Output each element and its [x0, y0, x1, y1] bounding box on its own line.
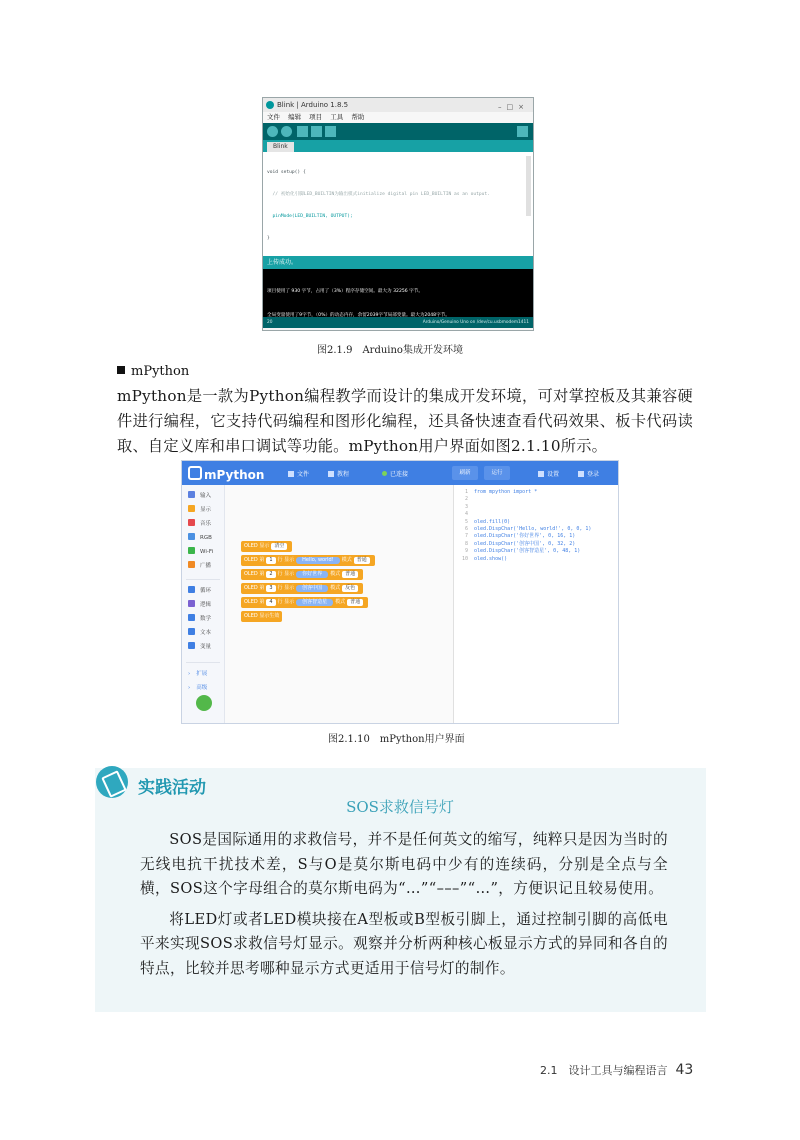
- block-label: 模式: [335, 599, 346, 605]
- logic-icon: [188, 600, 195, 607]
- top-file[interactable]: [288, 469, 309, 478]
- menu-project[interactable]: 项目: [309, 113, 323, 121]
- category-label: 音乐: [200, 521, 212, 527]
- block-label: 模式: [330, 571, 341, 577]
- save-icon[interactable]: [325, 126, 336, 137]
- line-number: 1: [464, 489, 468, 495]
- top-login-label: 登录: [587, 471, 600, 478]
- mpython-brand: [188, 465, 264, 482]
- activity-body: [140, 828, 668, 987]
- activity-subtitle: SOS求救信号灯: [346, 798, 454, 816]
- extension-label: 扩展: [196, 671, 208, 677]
- category-display[interactable]: [182, 503, 224, 517]
- menu-file[interactable]: 文件: [267, 113, 280, 121]
- open-icon[interactable]: [311, 126, 322, 137]
- line-number: 5: [464, 518, 468, 525]
- category-label: 广播: [200, 563, 212, 569]
- python-line: oled.DispChar('创客中国', 0, 32, 2): [474, 540, 576, 547]
- status-board: Arduino/Genuino Uno on /dev/cu.usbmodem1411: [422, 320, 529, 325]
- page-number: 43: [675, 1062, 694, 1078]
- category-label: 显示: [200, 507, 212, 513]
- block-category-sidebar: [182, 485, 225, 723]
- arduino-message-bar: 上传成功。: [263, 256, 533, 269]
- tab-blink[interactable]: Blink: [267, 142, 294, 152]
- line-number: 9: [464, 548, 468, 555]
- menu-tools[interactable]: 工具: [330, 113, 344, 121]
- category-label: Wi-Fi: [200, 549, 214, 555]
- menu-help[interactable]: 帮助: [351, 113, 365, 121]
- arduino-screenshot: [262, 97, 534, 331]
- block-mode[interactable]: 普通: [342, 571, 358, 578]
- mpython-screenshot: [181, 460, 619, 724]
- python-line: oled.fill(0): [474, 518, 511, 525]
- serial-monitor-icon[interactable]: [517, 126, 528, 137]
- block-label: OLED 第: [244, 571, 265, 577]
- category-label: 输入: [200, 493, 212, 499]
- block-label: 模式: [330, 585, 341, 591]
- block-mode[interactable]: 反色: [342, 585, 358, 592]
- new-icon[interactable]: [297, 126, 308, 137]
- python-code-panel[interactable]: [453, 485, 619, 723]
- loop-icon: [188, 586, 195, 593]
- python-line: oled.DispChar('Hello, world!', 0, 0, 1): [474, 526, 592, 533]
- paragraph-text: mPython是一款为Python编程教学而设计的集成开发环境，可对掌控板及其兼容硬件进行编程，它支持代码编程和图形化编程，还具备快速查看代码效果、板卡代码读取、自定义库和串口调试等功能。mPython用户界面如图2.1.10所示。: [117, 387, 693, 455]
- editor-scrollbar[interactable]: [526, 156, 531, 216]
- block-label: OLED 第: [244, 599, 265, 605]
- block-text[interactable]: 创客中国: [296, 585, 328, 592]
- line-number: 10: [461, 555, 468, 562]
- figure-caption-2-1-9: 图2.1.9 Arduino集成开发环境: [317, 345, 463, 356]
- block-oled-row-4[interactable]: [241, 597, 368, 608]
- menu-edit[interactable]: 编辑: [288, 113, 302, 121]
- arduino-window-title: Blink | Arduino 1.8.5: [277, 101, 349, 109]
- block-line-number[interactable]: 2: [266, 571, 275, 578]
- mpython-top-bar: [182, 461, 618, 485]
- mpython-paragraph: [117, 384, 693, 459]
- window-controls-icon: –□×: [498, 103, 529, 111]
- code-line: // 初始化引脚LED_BUILTIN为输出模式initialize digital pin LED_BUILTIN as an output.: [267, 192, 490, 198]
- python-line: [474, 511, 591, 518]
- square-bullet-icon: [117, 366, 125, 374]
- category-label: 数学: [200, 616, 212, 622]
- connected-dot-icon: [382, 471, 387, 476]
- advanced-label: 高级: [196, 685, 208, 691]
- block-oled-row-1[interactable]: [241, 555, 375, 566]
- code-line: pinMode(LED_BUILTIN, OUTPUT);: [267, 214, 353, 220]
- category-input[interactable]: [182, 489, 224, 503]
- block-workspace[interactable]: [225, 485, 453, 723]
- display-icon: [188, 505, 195, 512]
- category-label: 文本: [200, 630, 212, 636]
- block-oled-show[interactable]: [241, 611, 282, 622]
- category-logic[interactable]: [182, 598, 224, 612]
- block-label: 行 显示: [277, 557, 295, 563]
- run-button[interactable]: 运行: [484, 466, 510, 480]
- extension-button[interactable]: [182, 667, 224, 681]
- top-connected-label: 已连接: [390, 471, 409, 478]
- arduino-tab-bar: [263, 140, 533, 152]
- chevron-right-icon: ›: [188, 685, 191, 691]
- settings-icon: [538, 471, 544, 477]
- wifi-icon: [188, 547, 195, 554]
- verify-icon[interactable]: [267, 126, 278, 137]
- top-file-label: 文件: [297, 471, 310, 478]
- block-text[interactable]: Hello, world!: [296, 557, 340, 564]
- brand-text: mPython: [204, 468, 265, 482]
- wrench-icon: [96, 766, 128, 798]
- block-line-number[interactable]: 1: [266, 557, 275, 564]
- tutorial-icon: [328, 471, 334, 477]
- arduino-code-editor[interactable]: [263, 152, 533, 256]
- python-line: oled.DispChar('你好世界', 0, 16, 1): [474, 533, 576, 540]
- top-settings[interactable]: [538, 469, 559, 478]
- top-settings-label: 设置: [547, 471, 560, 478]
- line-number: 7: [464, 533, 468, 540]
- block-label: OLED 显示: [244, 543, 270, 549]
- section-heading-text: mPython: [131, 364, 190, 379]
- arduino-logo-icon: [266, 101, 274, 109]
- page-footer: [540, 1062, 693, 1078]
- user-icon: [578, 471, 584, 477]
- category-label: 循环: [200, 588, 212, 594]
- activity-paragraph-2: 将LED灯或者LED模块接在A型板或B型板引脚上，通过控制引脚的高低电平来实现SOS求救信号灯显示。观察并分析两种核心板显示方式的异同和各自的特点，比较并思考哪种显示方式更适用于信号灯的制作。: [140, 910, 668, 977]
- python-line: [474, 504, 591, 511]
- arduino-menu-bar: [263, 112, 533, 123]
- block-mode[interactable]: 普通: [347, 599, 363, 606]
- status-line-number: 20: [267, 320, 273, 325]
- category-variable[interactable]: [182, 640, 224, 654]
- upload-icon[interactable]: [281, 126, 292, 137]
- line-number: 6: [464, 526, 468, 533]
- block-oled-row-2[interactable]: [241, 569, 363, 580]
- category-label: 变量: [200, 644, 212, 650]
- block-label: OLED 第: [244, 585, 265, 591]
- block-label: 行 显示: [277, 585, 295, 591]
- block-label: OLED 显示生效: [244, 613, 280, 619]
- block-oled-clear[interactable]: [241, 541, 292, 552]
- line-number: 8: [464, 540, 468, 547]
- chevron-right-icon: ›: [188, 671, 191, 677]
- refresh-button[interactable]: 刷新: [452, 466, 478, 480]
- python-line: oled.DispChar('创客智造星', 0, 48, 1): [474, 548, 581, 555]
- category-text[interactable]: [182, 626, 224, 640]
- arduino-status-bar: [263, 317, 533, 328]
- console-line: 项目使用了 930 字节，占用了（3%）程序存储空间。最大为 32256 字节。: [267, 289, 423, 294]
- advanced-button[interactable]: [182, 681, 224, 695]
- block-line-number[interactable]: 4: [266, 599, 275, 606]
- line-number-gutter: [454, 489, 468, 563]
- line-number: 4: [464, 511, 468, 518]
- block-value[interactable]: 清空: [271, 543, 287, 550]
- top-tutorial-label: 教程: [337, 471, 350, 478]
- line-number: 3: [464, 503, 468, 510]
- input-icon: [188, 491, 195, 498]
- top-connected[interactable]: [382, 469, 408, 478]
- block-text[interactable]: 你好世界: [296, 571, 328, 578]
- python-line: [474, 496, 591, 503]
- activity-paragraph-1: SOS是国际通用的求救信号，并不是任何英文的缩写，纯粹只是因为当时的无线电抗干扰技术差，S与O是莫尔斯电码中少有的连续码，分别是全点与全横，SOS这个字母组合的莫尔斯电码为“…”“–––”“…”，方便识记且较易使用。: [140, 831, 668, 897]
- block-line-number[interactable]: 3: [266, 585, 275, 592]
- arduino-title-bar: [263, 98, 533, 112]
- arduino-console: [263, 269, 533, 317]
- code-line: void setup() {: [267, 169, 306, 175]
- category-wifi[interactable]: [182, 545, 224, 559]
- math-icon: [188, 614, 195, 621]
- rgb-icon: [188, 533, 195, 540]
- music-icon: [188, 519, 195, 526]
- file-icon: [288, 471, 294, 477]
- figure-caption-2-1-10: 图2.1.10 mPython用户界面: [328, 734, 465, 745]
- activity-title: 实践活动: [138, 778, 206, 798]
- category-music[interactable]: [182, 517, 224, 531]
- arduino-toolbar: [263, 123, 533, 140]
- block-label: 模式: [341, 557, 352, 563]
- block-label: 行 显示: [277, 571, 295, 577]
- category-rgb[interactable]: [182, 531, 224, 545]
- code-line: }: [267, 236, 270, 242]
- block-label: OLED 第: [244, 557, 265, 563]
- block-mode[interactable]: 普通: [354, 557, 370, 564]
- text-icon: [188, 628, 195, 635]
- block-oled-row-3[interactable]: [241, 583, 363, 594]
- wrench-shape: [101, 770, 127, 798]
- console-line: 全局变量使用了9字节，（0%）的动态内存，余留2039字节局部变量。最大为2048字节。: [267, 313, 450, 317]
- category-math[interactable]: [182, 612, 224, 626]
- category-label: RGB: [200, 535, 212, 541]
- python-line: oled.show(): [474, 555, 508, 562]
- block-label: 行 显示: [277, 599, 295, 605]
- top-tutorial[interactable]: [328, 469, 349, 478]
- top-login[interactable]: [578, 469, 599, 478]
- python-source: [474, 489, 591, 563]
- python-line: from mpython import *: [474, 489, 538, 495]
- category-label: 逻辑: [200, 602, 212, 608]
- section-heading: [117, 364, 189, 379]
- mpython-logo-icon: [188, 466, 202, 480]
- footer-section: 2.1 设计工具与编程语言: [540, 1064, 668, 1077]
- category-broadcast[interactable]: [182, 559, 224, 573]
- mode-toggle-icon[interactable]: [196, 695, 212, 711]
- variable-icon: [188, 642, 195, 649]
- broadcast-icon: [188, 561, 195, 568]
- category-loop[interactable]: [182, 584, 224, 598]
- line-number: 2: [464, 496, 468, 503]
- block-text[interactable]: 创客智造星: [296, 599, 333, 606]
